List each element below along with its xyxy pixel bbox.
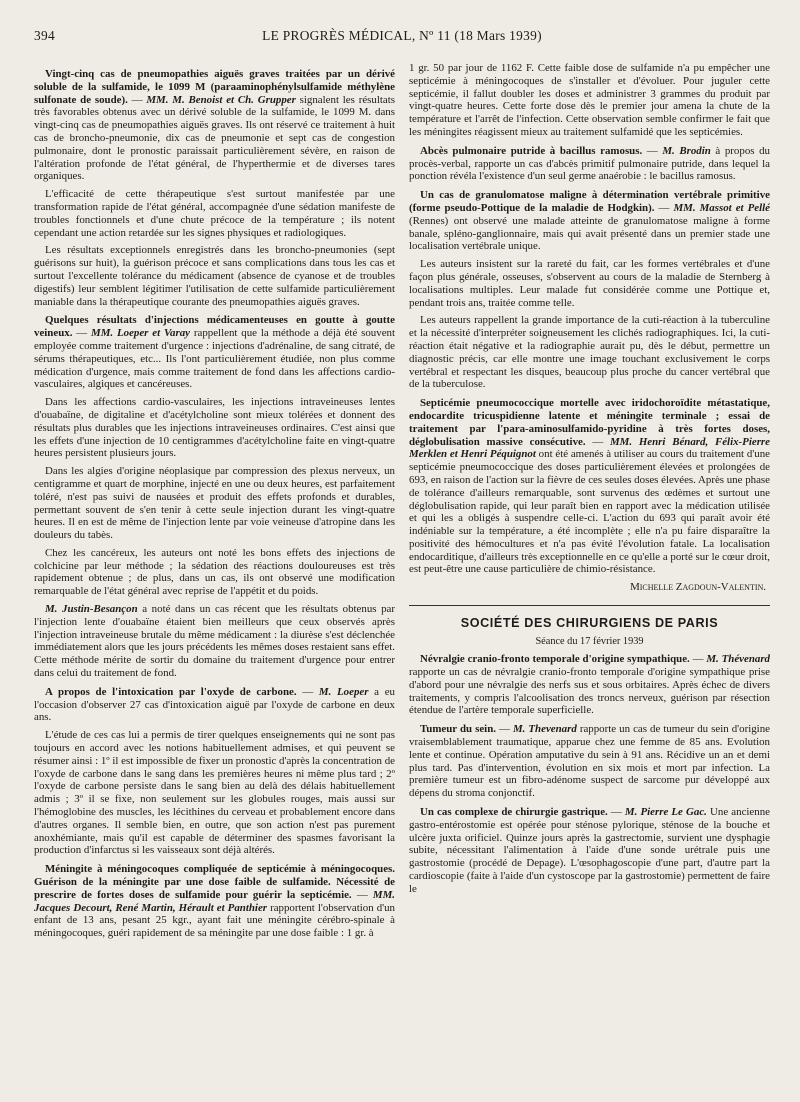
paragraph-text: L'efficacité de cette thérapeutique s'est surtout manifestée par une transformation rapide de l'état général, accompagnée d'une sédation manifeste de troubles fonctionnels et d'une chute précoce de la température ; ils notent cependant une action retardée sur les signes physiques et radiologiques.: [34, 188, 395, 239]
body-paragraph: [34, 244, 395, 308]
paragraph-text: L'étude de ces cas lui a permis de tirer quelques enseignements qui ne sont pas toujours en accord avec les notions habituellement admises, et qui peuvent se résumer ainsi : 1º il est impossible de fixer un pronostic d'après la concentration de l'oxyde de carbone dans le sang dans les premières heures ni même plus tard ; 2º l'oxyde de carbone persiste dans le sang bien au delà des délais habituellement admis ; 3º il se fixe, non seulement sur les globules rouges, mais aussi sur l'hémoglobine des muscles, les lécithines du cerveau et probablement encore dans d'autres organes. Il semble bien, en outre, que son action n'est pas purement anoxhémiante, mais qu'il est capable de déterminer des spasmes favorisant la production d'infarctus si les vaisseaux sont déjà altérés.: [34, 729, 395, 857]
society-reports: [409, 653, 770, 895]
paragraph-text: à propos du procès-verbal, rapporte un cas d'abcès primitif pulmonaire putride, dans lequel la ponction révéla l'existence d'un seul germe anaérobie : le bacillus ramosus.: [409, 144, 770, 183]
paragraph-text: Les auteurs insistent sur la rareté du fait, car les formes vertébrales et d'une façon plus générale, osseuses, s'observent au cours de la maladie de Sternberg à localisations multiples. Leur malade fut considérée comme une Pottique et, pendant trois ans, traitée comme telle.: [409, 258, 770, 309]
report-paragraph: Un cas de granulomatose maligne à détermination vertébrale primitive (forme pseudo-Pottique de la maladie de Hodgkin). — MM. Massot et Pellé (Rennes) ont observé une malade atteinte de granulomatose maligne à forme banale, spléno-ganglionnaire, mais qui avait présenté dans un premier stade une localisation vertébrale unique.: [409, 189, 770, 253]
report-authors: M. Brodin: [662, 144, 711, 157]
paragraph-text: a noté dans un cas récent que les résultats obtenus par l'injection lente d'ouabaïne étaient bien meilleurs que ceux observés après l'injection intraveineuse brutale du même médicament : la diurèse s'est déclenchée immédiatement alors que les jours précédents les mêmes doses restaient sans effet. Cette méthode mérite de sortir du domaine du traitement d'urgence pour entrer dans celui du traitement de fond.: [34, 603, 395, 680]
report-title: Abcès pulmonaire putride à bacillus ramosus.: [420, 144, 643, 157]
report-authors: MM. Loeper et Varay: [91, 327, 191, 340]
paragraph-text: Dans les algies d'origine néoplasique par compression des plexus nerveux, un centigramme et quart de morphine, injecté en une ou deux heures, est parfaitement toléré, n'est pas suivi de nausées et produit des effets profonds et durables, permettant souvent de s'en tenir à cette seule injection durant les vingt-quatre heures. Il en est de même de l'injection lente par voie veineuse d'atropine dans les douleurs du tabès.: [34, 465, 395, 542]
paragraph-text: Les auteurs rappellent la grande importance de la cuti-réaction à la tuberculine et la nécessité d'interpréter soigneusement les clichés radiographiques. Ici, la cuti-réaction était négative et la radiographie aurait pu, dès le début, permettre un diagnostic précis, car elle montre une image touchant exclusivement le corps vertébral et respectant les disques, beaucoup plus proche du cancer vertébral que de la tuberculose.: [409, 314, 770, 391]
text-columns: [34, 62, 770, 1102]
paragraph-text: Les résultats exceptionnels enregistrés dans les broncho-pneumonies (sept guérisons sur huit), la guérison précoce et sans complications dans tous les cas et surtout l'excellente tolérance du médicament (absence de cyanose et de troubles digestifs) leur semblent légitimer l'utilisation de cette sulfamide particulièrement maniable dans la thérapeutique courante des pneumopathies aiguës graves.: [34, 244, 395, 308]
paragraph-text: ont été amenés à utiliser au cours du traitement d'une septicémie pneumococcique des doses particulièrement élevées et prolongées de 693, en raison de l'action sur la fièvre de ces seules doses élevées. Après une phase de tolérance d'ailleurs remarquable, sont survenus des œdèmes et surtout une déglobulisation rapide, qui leur paraît bien en rapport avec la médication utilisée et qui les a obligés à suspendre celle-ci. L'action du 693 qui paraît avoir été indéniable sur la température, a été incomplète ; elle n'a pu faire disparaître la positivité des hémocultures et n'a pas évité l'évolution fatale. La localisation endocarditique, d'ailleurs très exceptionnelle en ce qu'elle a porté sur le cœur droit, est peut-être une cause particulière de chimio-résistance.: [409, 448, 770, 576]
page-number: 394: [34, 28, 55, 43]
report-title: Névralgie cranio-fronto temporale d'origine sympathique.: [420, 653, 690, 666]
left-column: [34, 62, 395, 1102]
report-title: Méningite à méningocoques compliquée de septicémie à méningocoques. Guérison de la méningite par une dose faible de sulfamide. Nécessité de prescrire de fortes doses de sulfamide pour guérir la septicémie.: [34, 863, 395, 901]
report-paragraph: Quelques résultats d'injections médicamenteuses en goutte à goutte veineux. — MM. Loeper et Varay rappellent que la méthode a déjà été souvent employée comme traitement d'urgence : injections d'adrénaline, de sang citraté, de sérums thérapeutiques, etc... Ils l'ont particulièrement étudiée, non plus comme médication d'urgence, mais comme traitement de fond dans les affections cardio-vasculaires, algiques et cancéreuses.: [34, 314, 395, 391]
body-paragraph: [34, 188, 395, 239]
body-paragraph: [34, 603, 395, 680]
report-paragraph: Vingt-cinq cas de pneumopathies aiguës graves traitées par un dérivé soluble de la sulfamide, le 1099 M (paraaminophénylsulfamide méthylène sulfonate de soude). — MM. M. Benoist et Ch. Grupper signalent les résultats très favorables obtenus avec un dérivé soluble de la sulfamide, le 1099 M. dans vingt-cinq cas de pneumopathies aiguës graves. Ils ont réservé ce traitement à huit cas de broncho-pneumonie, dix cas de pneumonie et sept cas de congestion pulmonaire, dont le pronostic paraissait particulièrement sévère, en raison de l'altération profonde de l'état général, de l'hyperthermie et de diverses tares organiques.: [34, 68, 395, 183]
paragraph-text: a eu l'occasion d'observer 27 cas d'intoxication aiguë par l'oxyde de carbone en deux ans.: [34, 685, 395, 724]
author-signature: Michelle Zagdoun-Valentin.: [630, 581, 766, 594]
report-authors: MM. Jacques Decourt, René Martin, Hérault et Panthier: [34, 888, 395, 914]
report-paragraph: A propos de l'intoxication par l'oxyde de carbone. — M. Loeper a eu l'occasion d'observer 27 cas d'intoxication aiguë par l'oxyde de carbone en deux ans.: [34, 685, 395, 724]
running-title: LE PROGRÈS MÉDICAL, Nº 11 (18 Mars 1939): [262, 28, 542, 43]
paragraph-text: rapportent l'observation d'un enfant de 13 ans, pesant 25 kgr., ayant fait une méningite cérébro-spinale à méningocoques, guéri rapidement de sa méningite par une dose faible : 1 gr. à: [34, 901, 395, 940]
report-paragraph: Un cas complexe de chirurgie gastrique. — M. Pierre Le Gac. Une ancienne gastro-entérostomie est opérée pour sténose pylorique, sténose de la bouche et ulcère juxta orificiel. Quinze jours après la gastrectomie, survient une dysphagie subite, nécessitant l'alimentation à l'aide d'une sonde urétrale puis une gastrostomie (procédé de Depage). L'œsophagoscopie d'une part, d'autre part la cardioscopie (faite à l'aide d'un cystoscope par la gastrostomie) permettent de faire le: [409, 806, 770, 895]
body-paragraph: [409, 314, 770, 391]
paragraph-text: Dans les affections cardio-vasculaires, les injections intraveineuses lentes d'ouabaïne, de digitaline et d'acétylcholine sont mieux tolérées et donnent des résultats plus durables que les injections intraveineuses ordinaires. C'est ainsi que les effets d'une injection de 10 centigrammes d'acétylcholine faite en vingt-quatre heures persistent plusieurs jours.: [34, 396, 395, 460]
body-paragraph: [34, 547, 395, 598]
report-title: Tumeur du sein.: [420, 723, 496, 736]
society-title: SOCIÉTÉ DES CHIRURGIENS DE PARIS: [460, 616, 719, 631]
report-paragraph: Méningite à méningocoques compliquée de septicémie à méningocoques. Guérison de la méningite par une dose faible de sulfamide. Nécessité de prescrire de fortes doses de sulfamide pour guérir la septicémie. — MM. Jacques Decourt, René Martin, Hérault et Panthier rapportent l'observation d'un enfant de 13 ans, pesant 25 kgr., ayant fait une méningite cérébro-spinale à méningocoques, guéri rapidement de sa méningite par une dose faible : 1 gr. à: [34, 863, 395, 940]
report-authors: M. Justin-Besançon: [45, 603, 138, 616]
paragraph-text: rapporte un cas de névralgie cranio-fronto temporale d'origine sympathique prise d'abord pour une névralgie des nerfs sus et sous orbitaires. Après échec de divers traitements, y compris l'alcoolisation des troncs nerveux, guérison par résection étendue de l'artère temporale superficielle.: [409, 666, 770, 717]
report-authors: M. Thevenard: [512, 723, 577, 736]
paragraph-text: 1 gr. 50 par jour de 1162 F. Cette faible dose de sulfamide n'a pu empêcher une septicémie à méningocoques de s'installer et d'évoluer. Pour juguler cette septicémie, il fallut doubler les doses et administrer 3 grammes du produit par vingt-quatre heures. Cette forte dose dès le premier jour amena la chute de la température et l'arrêt de l'infection. Cette observation semble confirmer le fait que les méningites réagissent mieux au traitement sulfamidé que les septicémies.: [409, 62, 770, 138]
paragraph-text: signalent les résultats très favorables obtenus avec un dérivé soluble de la sulfamide, le 1099 M. dans vingt-cinq cas de pneumopathies aiguës graves. Ils ont réservé ce traitement à huit cas de broncho-pneumonie, dix cas de pneumonie et sept cas de congestion pulmonaire, dont le pronostic paraissait particulièrement sévère, en raison de l'altération profonde de l'état général, de l'hyperthermie et de diverses tares organiques.: [34, 93, 395, 183]
report-title: Quelques résultats d'injections médicamenteuses en goutte à goutte veineux.: [34, 314, 395, 340]
body-paragraph: [409, 62, 770, 139]
report-authors: M. Pierre Le Gac.: [624, 806, 707, 819]
report-authors: M. Thévenard: [706, 653, 770, 666]
paragraph-text: Chez les cancéreux, les auteurs ont noté les bons effets des injections de colchicine par leur méthode ; la sédation des réactions douloureuses est très rapidement obtenue ; de plus, dans un cas, ils ont observé une modification remarquable de l'état général avec reprise de l'appétit et du poids.: [34, 546, 395, 598]
section-divider: [409, 605, 770, 606]
report-paragraph: Névralgie cranio-fronto temporale d'origine sympathique. — M. Thévenard rapporte un cas de névralgie cranio-fronto temporale d'origine sympathique prise d'abord pour une névralgie des nerfs sus et sous orbitaires. Après échec de divers traitements, y compris l'alcoolisation des troncs nerveux, guérison par résection étendue de l'artère temporale superficielle.: [409, 653, 770, 717]
body-paragraph: [409, 258, 770, 309]
report-title: A propos de l'intoxication par l'oxyde de carbone.: [45, 685, 297, 698]
paragraph-text: rappellent que la méthode a déjà été souvent employée comme traitement d'urgence : injections d'adrénaline, de sang citraté, de sérums thérapeutiques, etc... Ils l'ont particulièrement étudiée, non plus comme médication d'urgence, mais comme traitement de fond dans les affections cardio-vasculaires, algiques et cancéreuses.: [34, 327, 395, 391]
session-date: Séance du 17 février 1939: [535, 636, 644, 648]
report-paragraph: Tumeur du sein. — M. Thevenard rapporte un cas de tumeur du sein d'origine vraisemblablement traumatique, apparue chez une femme de 85 ans. Evolution lente et continue. Opération amputative du sein à 91 ans. Récidive un an et demi plus tard. Pas d'intervention, évolution en six mois et mort par infection. La première tumeur est un fibro-adénome suspect de sarcome pur développé aux dépens du stroma conjonctif.: [409, 723, 770, 800]
report-title: Vingt-cinq cas de pneumopathies aiguës graves traitées par un dérivé soluble de la sulfamide, le 1099 M (paraaminophénylsulfamide méthylène sulfonate de soude).: [34, 68, 395, 106]
report-paragraph: Septicémie pneumococcique mortelle avec iridochoroïdite métastatique, endocardite tricuspidienne latente et méningite terminale ; essai de traitement par l'para-aminosulfamido-pyridine à très fortes doses, déglobulisation massive consécutive. — MM. Henri Bénard, Félix-Pierre Merklen et Henri Péquignot ont été amenés à utiliser au cours du traitement d'une septicémie pneumococcique des doses particulièrement élevées et prolongées de 693, en raison de l'action sur la fièvre de ces seules doses élevées. Après une phase de tolérance d'ailleurs remarquable, sont survenus des œdèmes et surtout une déglobulisation rapide, qui leur paraît bien en rapport avec la médication utilisée et qui les a obligés à suspendre celle-ci. L'action du 693 qui paraît avoir été indéniable sur la température, a été incomplète ; elle n'a pu faire disparaître la positivité des hémocultures et n'a pas évité l'évolution fatale. La localisation endocarditique, d'ailleurs très exceptionnelle en ce qu'elle a porté sur le cœur droit, est peut-être une cause particulière de chimio-résistance.: [409, 397, 770, 576]
report-authors: MM. Henri Bénard, Félix-Pierre Merklen et Henri Péquignot: [409, 435, 770, 461]
body-paragraph: [34, 465, 395, 542]
paragraph-text: rapporte un cas de tumeur du sein d'origine vraisemblablement traumatique, apparue chez une femme de 85 ans. Evolution lente et continue. Opération amputative du sein à 91 ans. Récidive un an et demi plus tard. Pas d'intervention, évolution en six mois et mort par infection. La première tumeur est un fibro-adénome suspect de sarcome pur développé aux dépens du stroma conjonctif.: [409, 723, 770, 800]
right-column: [409, 62, 770, 1102]
report-paragraph: Abcès pulmonaire putride à bacillus ramosus. — M. Brodin à propos du procès-verbal, rapporte un cas d'abcès primitif pulmonaire putride, dans lequel la ponction révéla l'existence d'un seul germe anaérobie : le bacillus ramosus.: [409, 144, 770, 183]
paragraph-text: (Rennes) ont observé une malade atteinte de granulomatose maligne à forme banale, spléno-ganglionnaire, mais qui avait présenté dans un premier stade une localisation vertébrale unique.: [409, 214, 770, 253]
paragraph-text: Une ancienne gastro-entérostomie est opérée pour sténose pylorique, sténose de la bouche et ulcère juxta orificiel. Quinze jours après la gastrectomie, survient une dysphagie subite, nécessitant l'alimentation à l'aide d'une sonde urétrale puis une gastrostomie (procédé de Depage). L'œsophagoscopie d'une part, d'autre part la cardioscopie (faite à l'aide d'un cystoscope par la gastrostomie) permettent de faire le: [409, 806, 770, 895]
report-authors: MM. Massot et Pellé: [673, 201, 770, 214]
report-title: Un cas de granulomatose maligne à détermination vertébrale primitive (forme pseudo-Pottique de la maladie de Hodgkin).: [409, 189, 770, 214]
report-title: Septicémie pneumococcique mortelle avec iridochoroïdite métastatique, endocardite tricuspidienne latente et méningite terminale ; essai de traitement par l'para-aminosulfamido-pyridine à très fortes doses, déglobulisation massive consécutive.: [409, 397, 770, 448]
report-title: Un cas complexe de chirurgie gastrique.: [420, 806, 608, 819]
body-paragraph: [34, 729, 395, 857]
page-header: [34, 28, 770, 44]
report-authors: M. Loeper: [318, 685, 369, 698]
report-authors: MM. M. Benoist et Ch. Grupper: [146, 93, 296, 106]
body-paragraph: [34, 396, 395, 460]
right-column-reports: [409, 62, 770, 576]
